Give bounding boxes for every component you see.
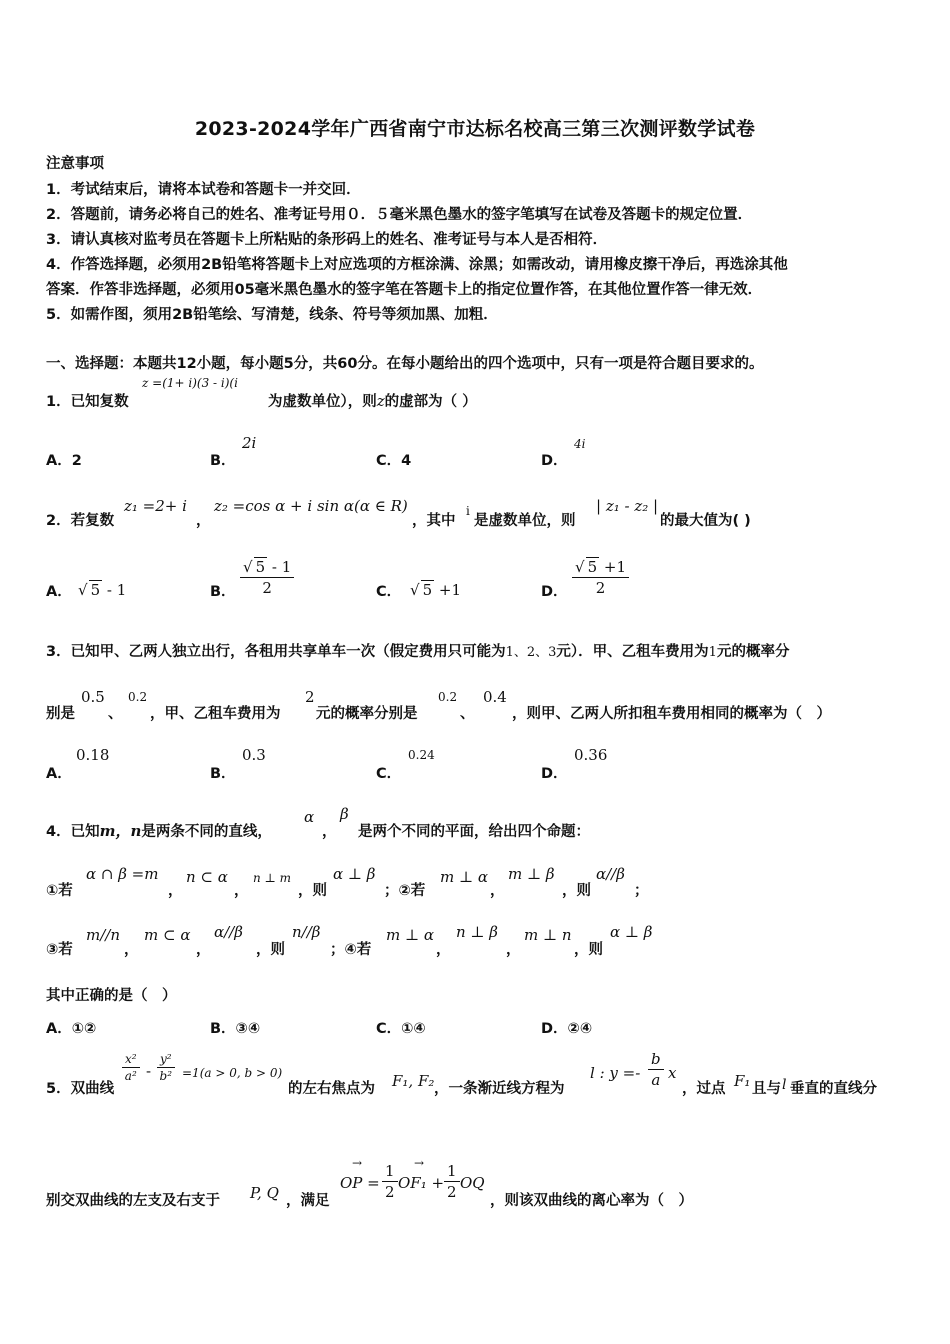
q5-minus: - xyxy=(146,1062,152,1080)
q4-prop1-a: α ∩ β =m xyxy=(86,865,159,883)
q2-z1: z₁ =2+ i xyxy=(124,497,187,515)
q4-prop1-d: α ⊥ β xyxy=(333,865,376,883)
notice-item-2: 2．答题前，请务必将自己的姓名、准考证号用０．５毫米黑色墨水的签字笔填写在试卷及答题卡的规定位置． xyxy=(46,207,753,223)
q4-prop4-d: α ⊥ β xyxy=(610,923,653,941)
q1-stem xyxy=(46,390,129,411)
q1-post: 为虚数单位），则 xyxy=(268,394,377,410)
q2-option-b-math: $\frac{√ 5 - 1}{2}$ xyxy=(240,557,294,597)
q3-line2-c: 元的概率分别是 xyxy=(316,706,418,722)
notice-item-4: 4．作答选择题，必须用2B铅笔将答题卡上对应选项的方框涂满、涂黑；如需改动，请用橡皮擦干净后，再选涂其他 xyxy=(46,257,788,273)
q3-p3: 0.2 xyxy=(438,690,458,704)
q2-z2: z₂ =cos α + i sin α(α ∈ R) xyxy=(214,497,408,515)
q4-prop3-then: ，则 xyxy=(256,942,285,958)
q5-mid4: 且与 xyxy=(752,1081,781,1097)
q5-pre: 5．双曲线 xyxy=(46,1081,115,1097)
q5-line2-a: 别交双曲线的左支及右支于 xyxy=(46,1193,220,1209)
notice-heading: 注意事项 xyxy=(46,156,104,172)
q4-prop4-then: ，则 xyxy=(574,942,603,958)
q4-prop3-label: ③若 xyxy=(46,942,73,958)
q2-option-c-math: √ 5 +1 xyxy=(410,581,461,599)
notice-item-5: 5．如需作图，须用2B铅笔绘、写清楚，线条、符号等须加黑、加粗． xyxy=(46,307,498,323)
q3-option-c-math: 0.24 xyxy=(408,748,435,762)
q5-pq: P, Q xyxy=(250,1184,279,1202)
q5-line2-b: ，满足 xyxy=(286,1193,330,1209)
q5-mid: 的左右焦点为 xyxy=(288,1081,375,1097)
notice-item-3: 3．请认真核对监考员在答题卡上所粘贴的条形码上的姓名、准考证号与本人是否相符． xyxy=(46,232,608,248)
q4-prop1-c: n ⊥ m xyxy=(253,871,292,885)
q1-stem-rest xyxy=(268,390,477,411)
q4-comma: ， xyxy=(322,824,337,840)
q5-asym-x: x xyxy=(668,1064,677,1082)
q3-line2-a: 别是 xyxy=(46,706,75,722)
q1-formula: z =(1+ i)(3 - i)(i xyxy=(142,376,238,390)
q2-option-d-math: $\frac{√ 5 +1}{2}$ xyxy=(572,557,629,597)
q4-prop3-sep2: ， xyxy=(196,942,211,958)
q5-mid2: ，一条渐近线方程为 xyxy=(434,1081,565,1097)
q4-prop2-label: ；②若 xyxy=(384,883,426,899)
q4-prop2-a: m ⊥ α xyxy=(440,868,488,886)
q4-prop2-b: m ⊥ β xyxy=(508,865,555,883)
q1-pre: 1．已知复数 xyxy=(46,394,129,410)
q3-p2: 0.2 xyxy=(128,690,148,704)
q1-option-a[interactable]: A．2 xyxy=(46,453,82,469)
q5-l: l xyxy=(782,1077,787,1093)
q5-oq: OQ xyxy=(460,1174,485,1192)
q5-mid5: 垂直的直线分 xyxy=(790,1081,877,1097)
q3-two: 2 xyxy=(305,688,315,706)
q4-prop2-sep1: ， xyxy=(490,883,505,899)
q5-mid3: ，过点 xyxy=(682,1081,726,1097)
q3-line1: 3．已知甲、乙两人独立出行，各租用共享单车一次（假定费用只可能为1、2、3元）．甲、乙租车费用为1元的概率分 xyxy=(46,644,790,660)
q1-option-b[interactable]: B． xyxy=(210,453,236,469)
q1-post2: 的虚部为（ ） xyxy=(384,394,477,410)
q5-line2-c: ，则该双曲线的离心率为（ ） xyxy=(490,1193,693,1209)
q5-cond: =1(a > 0, b > 0) xyxy=(182,1066,283,1080)
q4-prop3-b: m ⊂ α xyxy=(144,926,191,944)
q2-option-c[interactable]: C． xyxy=(376,584,402,600)
q1-option-c[interactable]: C．4 xyxy=(376,453,412,469)
q2-option-a-math: √ 5 - 1 xyxy=(78,581,127,599)
q2-mid: ，其中 xyxy=(412,513,456,529)
q2-post: 的最大值为( ) xyxy=(660,513,751,529)
q4-prop4-sep1: ， xyxy=(436,942,451,958)
q3-option-c[interactable]: C． xyxy=(376,766,402,782)
q5-asym-frac: $\frac{b}{a}$ xyxy=(648,1050,664,1089)
q5-asym-l: l : y =- xyxy=(590,1064,641,1082)
q4-beta: β xyxy=(340,805,349,823)
q4-alpha: α xyxy=(304,808,315,826)
q5-foci: F₁, F₂ xyxy=(392,1072,435,1090)
q2-option-a[interactable]: A． xyxy=(46,584,72,600)
q4-prop3-d: n//β xyxy=(292,923,321,941)
q5-vec-arrow-op: → xyxy=(352,1156,363,1170)
q5-f1: F₁ xyxy=(734,1072,751,1090)
q3-line2-b: ，甲、乙租车费用为 xyxy=(150,706,281,722)
q3-line2-d: ，则甲、乙两人所扣租车费用相同的概率为（ ） xyxy=(512,706,831,722)
q4-intro: 4．已知m，n是两条不同的直线， xyxy=(46,822,272,840)
q3-option-a[interactable]: A． xyxy=(46,766,72,782)
q5-frac-x: $\frac{\text{x²}}{\text{a²}}$ xyxy=(122,1052,140,1083)
q2-i: i xyxy=(466,504,470,518)
q4-prop4-c: m ⊥ n xyxy=(524,926,572,944)
q4-prop2-end: ； xyxy=(634,883,649,899)
q3-p4: 0.4 xyxy=(483,688,507,706)
q3-option-d-math: 0.36 xyxy=(574,746,608,764)
q4-option-d[interactable]: D．②④ xyxy=(541,1021,593,1037)
q4-prop1-sep2: ， xyxy=(234,883,249,899)
section-heading: 一、选择题：本题共12小题，每小题5分，共60分。在每小题给出的四个选项中，只有一项是符合题目要求的。 xyxy=(46,356,764,372)
q4-intro3: 是两个不同的平面，给出四个命题： xyxy=(358,824,590,840)
q2-pre: 2．若复数 xyxy=(46,513,115,529)
q3-option-b-math: 0.3 xyxy=(242,746,266,764)
q1-option-d[interactable]: D． xyxy=(541,453,568,469)
q4-prop1-label: ①若 xyxy=(46,883,73,899)
q5-of1: OF₁ + xyxy=(398,1174,445,1192)
q2-option-d[interactable]: D． xyxy=(541,584,568,600)
q4-prop3-sep1: ， xyxy=(124,942,139,958)
q4-prop2-c: α//β xyxy=(596,865,625,883)
page-title: 2023-2024学年广西省南宁市达标名校高三第三次测评数学试卷 xyxy=(194,118,756,140)
q4-option-a[interactable]: A．①② xyxy=(46,1021,97,1037)
q5-vec-arrow-of1: → xyxy=(414,1156,425,1170)
q4-prop4-sep2: ， xyxy=(506,942,521,958)
q3-dun-1: 、 xyxy=(108,706,123,722)
q1-option-d-math: 4i xyxy=(574,437,586,451)
q1-option-b-math: 2i xyxy=(242,434,257,452)
q2-abs: | z₁ - z₂ | xyxy=(596,497,659,515)
q3-option-d[interactable]: D． xyxy=(541,766,568,782)
notice-item-4-cont: 答案．作答非选择题，必须用05毫米黑色墨水的签字笔在答题卡上的指定位置作答，在其他位置作答一律无效． xyxy=(46,282,763,298)
q4-prop1-sep1: ， xyxy=(168,883,183,899)
q2-sep: ， xyxy=(196,513,211,529)
q4-prop1-b: n ⊂ α xyxy=(186,868,228,886)
q5-half-2: $\frac{1}{2}$ xyxy=(444,1162,460,1201)
q4-prop4-a: m ⊥ α xyxy=(386,926,434,944)
q4-option-b[interactable]: B．③④ xyxy=(210,1021,261,1037)
q4-prop4-b: n ⊥ β xyxy=(456,923,498,941)
q4-option-c[interactable]: C．①④ xyxy=(376,1021,426,1037)
q4-prop4-label: ；④若 xyxy=(330,942,372,958)
q4-prop1-then: ，则 xyxy=(298,883,327,899)
notice-item-1: 1．考试结束后，请将本试卷和答题卡一并交回． xyxy=(46,182,361,198)
q5-half-1: $\frac{1}{2}$ xyxy=(382,1162,398,1201)
q4-prop3-a: m//n xyxy=(86,926,120,944)
q5-op: OP = xyxy=(340,1174,380,1192)
q4-ask: 其中正确的是（ ） xyxy=(46,988,177,1004)
q3-dun-2: 、 xyxy=(460,706,475,722)
q2-option-b[interactable]: B． xyxy=(210,584,236,600)
q4-prop2-then: ，则 xyxy=(562,883,591,899)
q3-option-b[interactable]: B． xyxy=(210,766,236,782)
q4-prop3-c: α//β xyxy=(214,923,243,941)
q5-frac-y: $\frac{\text{y²}}{\text{b²}}$ xyxy=(157,1052,175,1083)
q3-p1: 0.5 xyxy=(81,688,105,706)
q3-option-a-math: 0.18 xyxy=(76,746,110,764)
q2-mid2: 是虚数单位，则 xyxy=(474,513,576,529)
q1-var: z xyxy=(376,392,385,410)
